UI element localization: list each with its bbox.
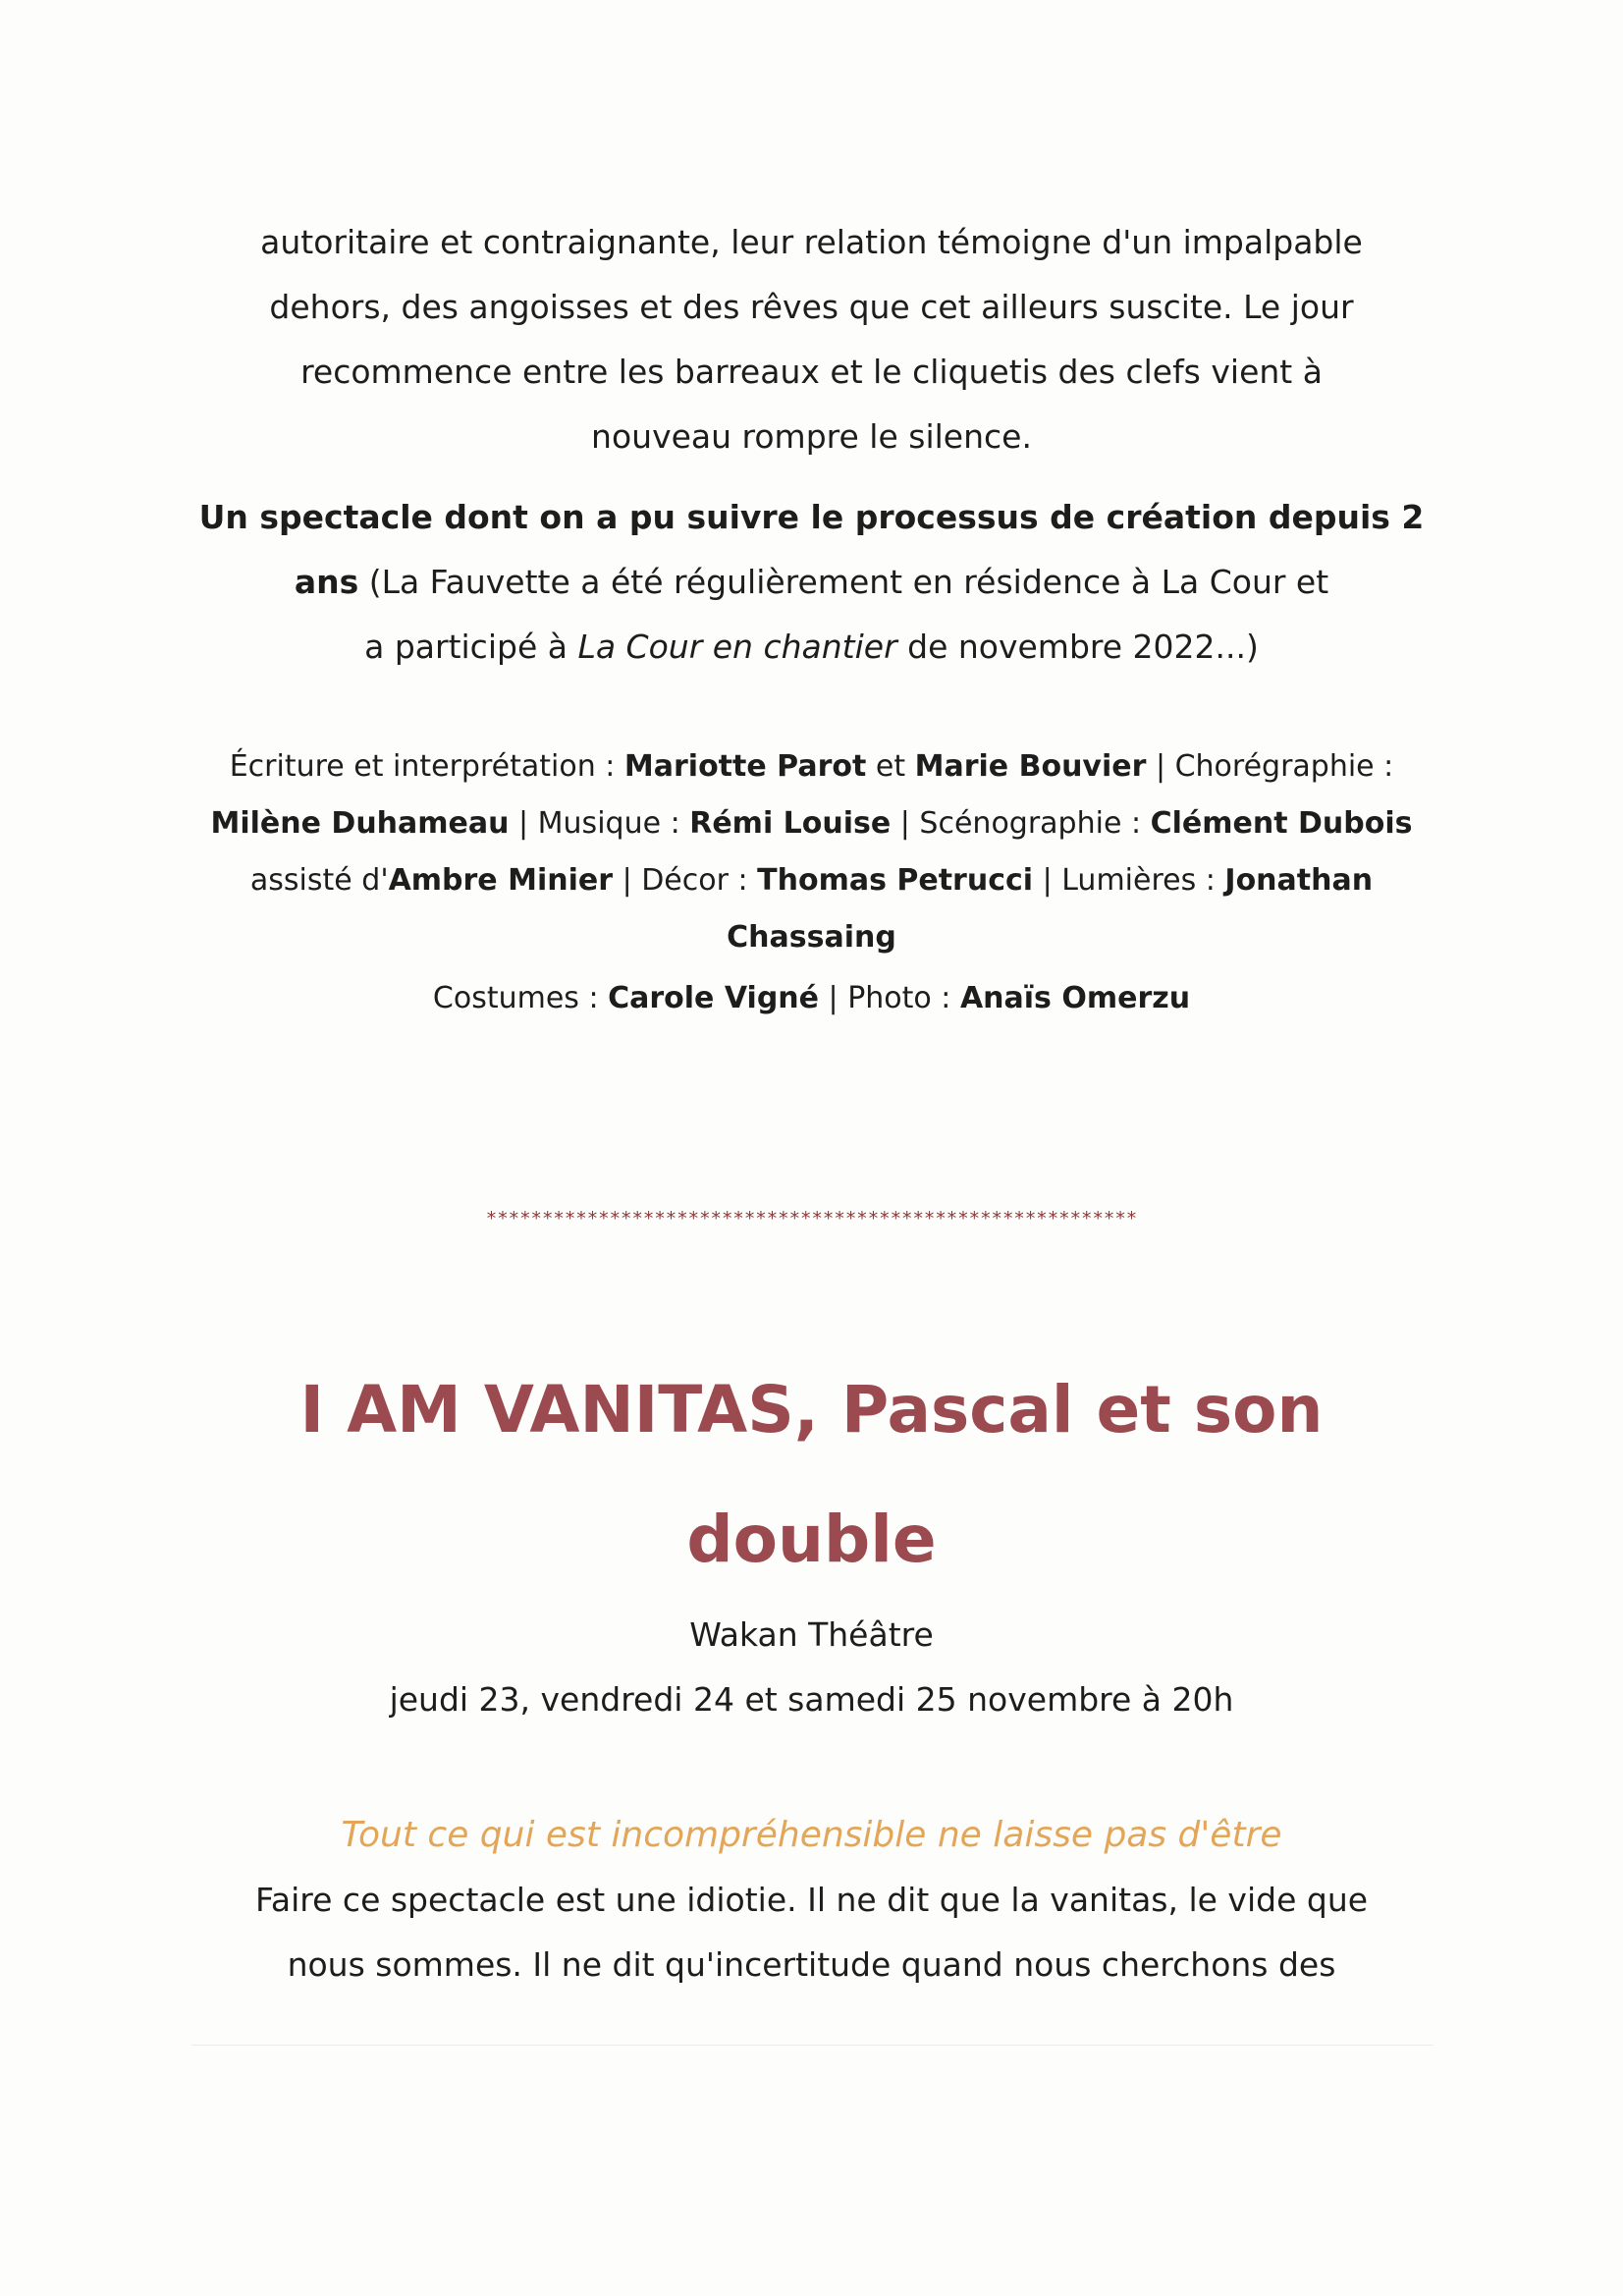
credit-name: Milène Duhameau [210,806,510,841]
credits-line-1 [0,738,1623,795]
credit-name: Ambre Minier [388,863,614,898]
show-quote: Tout ce qui est incompréhensible ne laisse pas d'être [341,1815,1282,1855]
credit-role: Écriture et interprétation : [229,749,624,784]
process-line-2-rest: (La Fauvette a été régulièrement en résidence à La Cour et [358,563,1329,601]
credit-name: Anaïs Omerzu [959,981,1191,1015]
process-paragraph [0,485,1623,680]
process-line-2 [0,550,1623,615]
process-line-3-after: de novembre 2022...) [896,628,1259,666]
show-dates: jeudi 23, vendredi 24 et samedi 25 novembre à 20h [389,1680,1234,1719]
show-title [0,1345,1623,1605]
intro-paragraph [0,210,1623,469]
credit-name: Marie Bouvier [914,749,1147,784]
intro-line: recommence entre les barreaux et le cliquetis des clefs vient à [300,353,1323,391]
show-title-line-2: double [686,1502,937,1577]
description-line: Faire ce spectacle est une idiotie. Il ne dit que la vanitas, le vide que [254,1881,1369,1919]
credits-line-4: Chassaing [727,920,896,955]
credits-line-5 [0,970,1623,1027]
credit-name: Carole Vigné [608,981,820,1015]
process-ans: ans [294,563,359,601]
process-line-3-before: a participé à [364,628,578,666]
process-line-1: Un spectacle dont on a pu suivre le processus de création depuis 2 [198,498,1425,536]
credit-role: | Musique : [509,806,690,841]
la-cour-en-chantier: La Cour en chantier [577,628,897,666]
process-line-3 [0,615,1623,680]
credits-line-3 [0,852,1623,909]
credit-role: Costumes : [432,981,609,1015]
show-description [0,1868,1623,1997]
intro-line: autoritaire et contraignante, leur relation témoigne d'un impalpable [260,223,1363,261]
credits [0,738,1623,1027]
credit-role: | Photo : [819,981,960,1015]
intro-line: dehors, des angoisses et des rêves que cet ailleurs suscite. Le jour [269,288,1354,326]
credit-name: Clément Dubois [1150,806,1413,841]
show-title-line-1: I AM VANITAS, Pascal et son [299,1372,1324,1448]
credit-role: | Scénographie : [891,806,1151,841]
credit-role: | Chorégraphie : [1146,749,1394,784]
credit-connector: et [866,749,915,784]
credit-role: | Décor : [613,863,758,898]
asterisk-separator: ********************************************************** [485,1208,1138,1230]
intro-line: nouveau rompre le silence. [591,417,1032,456]
bottom-divider [191,2045,1434,2046]
credit-name: Thomas Petrucci [757,863,1034,898]
credit-role: assisté d' [249,863,389,898]
credit-role: | Lumières : [1033,863,1225,898]
company-name: Wakan Théâtre [689,1615,934,1654]
credit-name: Mariotte Parot [623,749,867,784]
show-info [0,1603,1623,1732]
credit-name: Jonathan [1224,863,1374,898]
credits-line-2 [0,795,1623,852]
credit-name: Rémi Louise [689,806,892,841]
description-line: nous sommes. Il ne dit qu'incertitude quand nous cherchons des [287,1945,1336,1984]
